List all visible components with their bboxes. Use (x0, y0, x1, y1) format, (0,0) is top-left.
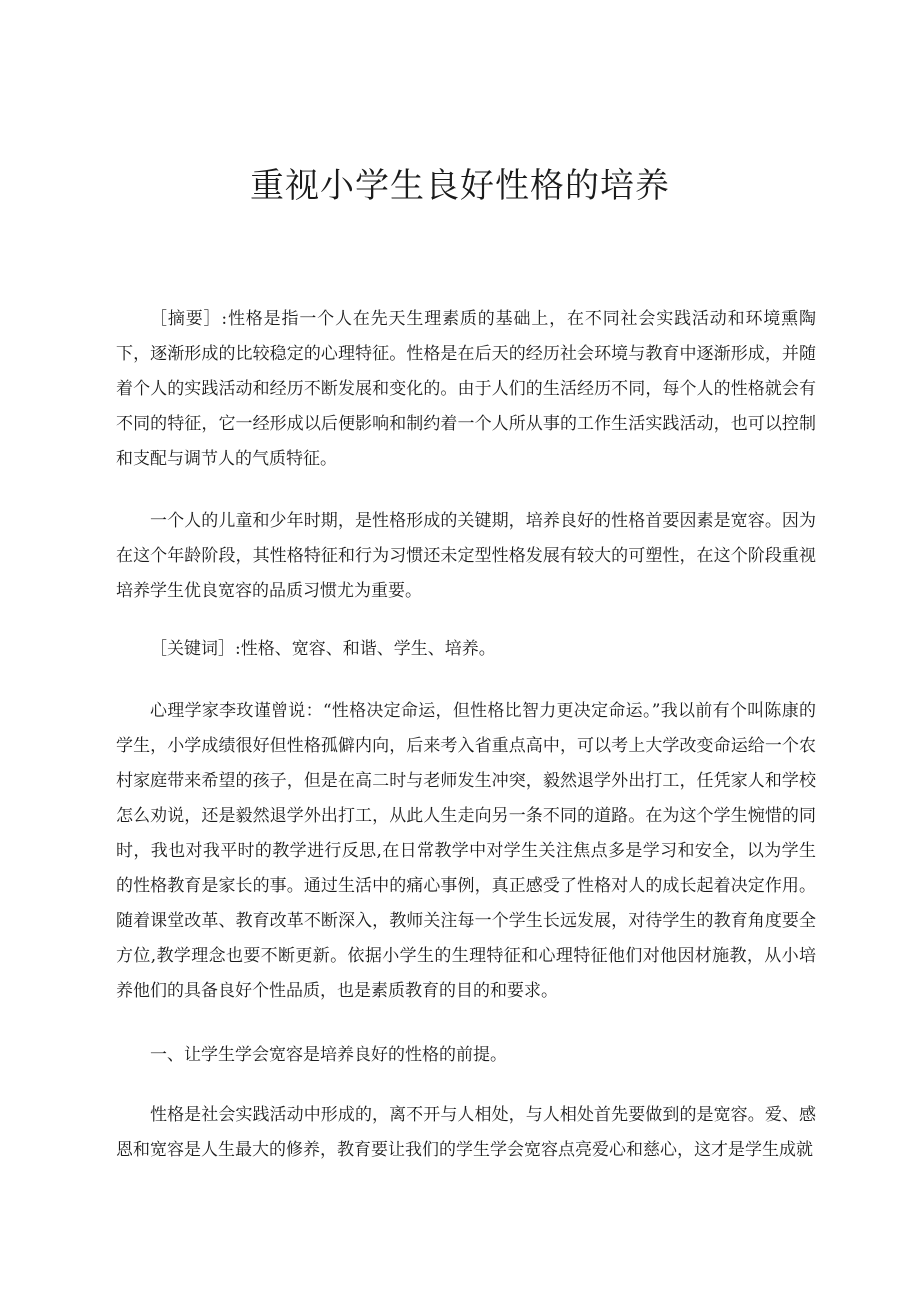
body-paragraph: 一个人的儿童和少年时期，是性格形成的关键期，培养良好的性格首要因素是宽容。因为在这个年龄阶段，其性格特征和行为习惯还未定型性格发展有较大的可塑性，在这个阶段重视培养学生优良宽容的品质习惯尤为重要。 (116, 511, 816, 601)
body-paragraph: 性格是社会实践活动中形成的，离不开与人相处，与人相处首先要做到的是宽容。爱、感恩和宽容是人生最大的修养，教育要让我们的学生学会宽容点亮爱心和慈心，这才是学生成就 (116, 1105, 816, 1160)
document-title: 重视小学生良好性格的培养 (250, 166, 670, 206)
body-paragraph: 心理学家李玫谨曾说：“性格决定命运，但性格比智力更决定命运。”我以前有个叫陈康的学生，小学成绩很好但性格孤僻内向，后来考入省重点高中，可以考上大学改变命运给一个农村家庭带来希望的孩子，但是在高二时与老师发生冲突，毅然退学外出打工，任凭家人和学校怎么劝说，还是毅然退学外出打工，从此人生走向另一条不同的道路。在为这个学生惋惜的同时，我也对我平时的教学进行反思,在日常教学中对学生关注焦点多是学习和安全，以为学生的性格教育是家长的事。通过生活中的痛心事例，真正感受了性格对人的成长起着决定作用。随着课堂改革、教育改革不断深入，教师关注每一个学生长远发展，对待学生的教育角度要全方位,教学理念也要不断更新。依据小学生的生理特征和心理特征他们对他因材施教，从小培养他们的具备良好个性品质，也是素质教育的目的和要求。 (116, 701, 816, 1001)
section-heading: 一、让学生学会宽容是培养良好的性格的前提。 (150, 1045, 507, 1065)
keywords-paragraph: ［关键词］:性格、宽容、和谐、学生、培养。 (150, 639, 496, 659)
abstract-paragraph: ［摘要］:性格是指一个人在先天生理素质的基础上，在不同社会实践活动和环境熏陶下，逐渐形成的比较稳定的心理特征。性格是在后天的经历社会环境与教育中逐渐形成，并随着个人的实践活动和经历不断发展和变化的。由于人们的生活经历不同，每个人的性格就会有不同的特征，它一经形成以后便影响和制约着一个人所从事的工作生活实践活动，也可以控制和支配与调节人的气质特征。 (116, 309, 816, 469)
